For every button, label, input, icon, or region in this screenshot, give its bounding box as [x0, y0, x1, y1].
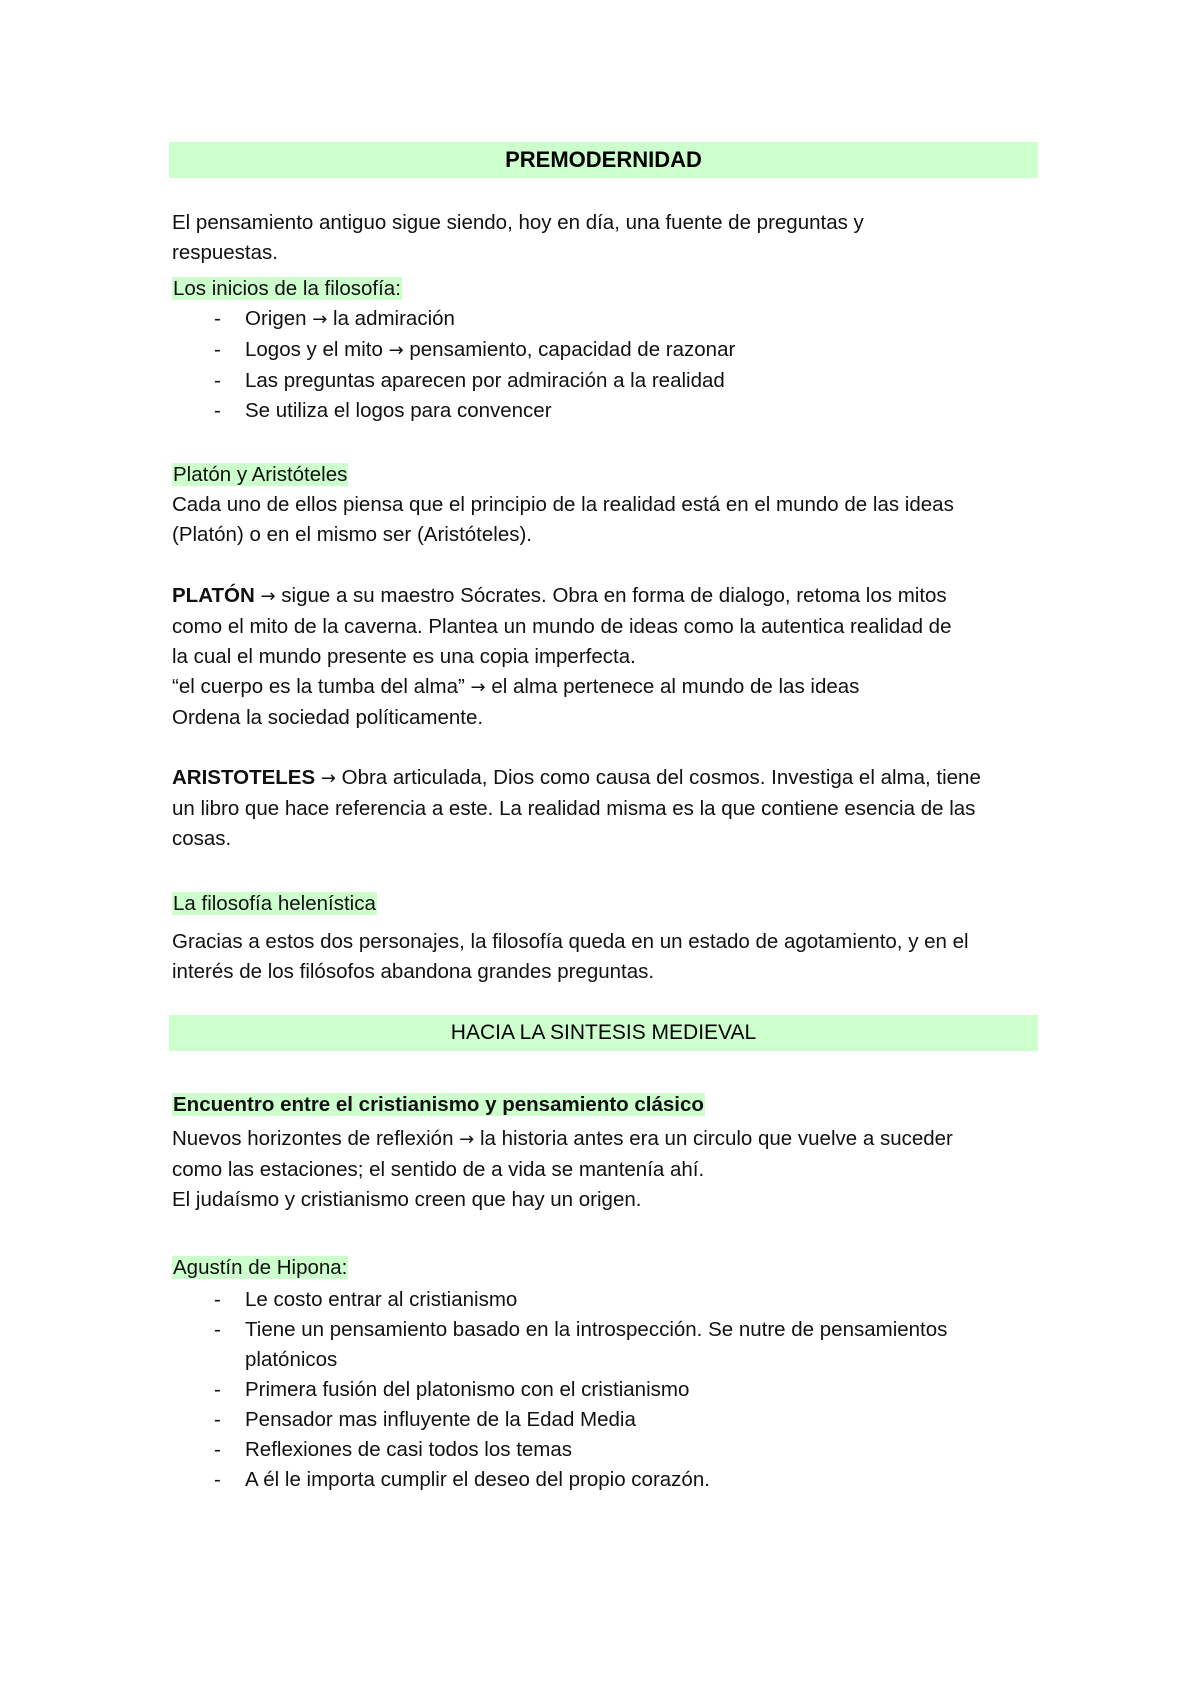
- section-title-premodernidad: PREMODERNIDAD: [169, 142, 1038, 178]
- dash-bullet: -: [214, 369, 221, 392]
- arrow-icon: →: [459, 1129, 475, 1150]
- list-item: - Tiene un pensamiento basado en la introspección. Se nutre de pensamientos platónicos: [172, 1315, 1042, 1375]
- list-item: - Le costo entrar al cristianismo: [172, 1285, 1042, 1315]
- intro-paragraph: [172, 208, 1042, 268]
- list-item: - Se utiliza el logos para convencer: [172, 396, 1042, 426]
- encuentro-section: Encuentro entre el cristianismo y pensamiento clásico Nuevos horizontes de reflexión → la historia antes era un circulo que vuelve a suceder como las estaciones; el sentido de a vida se mantenía ahí. El judaísmo y cristianismo creen que hay un origen.: [172, 1093, 953, 1211]
- list-item: - Origen → la admiración: [172, 304, 1042, 335]
- section-title-medieval: HACIA LA SINTESIS MEDIEVAL: [169, 1015, 1038, 1051]
- intro-line-1: El pensamiento antiguo sigue siendo, hoy en día, una fuente de preguntas y: [172, 211, 864, 234]
- arrow-icon: →: [320, 768, 336, 789]
- dash-bullet: -: [214, 1438, 221, 1461]
- dash-bullet: -: [214, 338, 221, 361]
- aristoteles-label: ARISTOTELES: [172, 766, 316, 789]
- list-item: - Logos y el mito → pensamiento, capacidad de razonar: [172, 335, 1042, 366]
- arrow-icon: →: [260, 586, 276, 607]
- dash-bullet: -: [214, 1408, 221, 1431]
- helenistica-section: La filosofía helenística Gracias a estos dos personajes, la filosofía queda en un estado de agotamiento, y en el interés de los filósofos abandona grandes preguntas.: [172, 892, 969, 983]
- dash-bullet: -: [214, 1378, 221, 1401]
- platon-aristoteles-section: Platón y Aristóteles Cada uno de ellos piensa que el principio de la realidad está en el mundo de las ideas (Platón) o en el mismo ser (Aristóteles).: [172, 463, 954, 546]
- list-item: - Primera fusión del platonismo con el cristianismo: [172, 1375, 1042, 1405]
- agustin-list: [172, 1285, 1042, 1495]
- helenistica-heading: La filosofía helenística: [173, 892, 376, 915]
- platon-paragraph: PLATÓN → sigue a su maestro Sócrates. Obra en forma de dialogo, retoma los mitos como el mito de la caverna. Plantea un mundo de ideas como la autentica realidad de la cual el mundo presente es una copia imperfecta. “el cuerpo es la tumba del alma” → el alma pertenece al mundo de las ideas Ordena la sociedad políticamente.: [172, 584, 952, 729]
- list-item: - Las preguntas aparecen por admiración a la realidad: [172, 366, 1042, 396]
- arrow-icon: →: [470, 677, 486, 698]
- dash-bullet: -: [214, 1288, 221, 1311]
- agustin-heading: Agustín de Hipona:: [173, 1256, 348, 1279]
- list-item: - Pensador mas influyente de la Edad Media: [172, 1405, 1042, 1435]
- list-item: - A él le importa cumplir el deseo del propio corazón.: [172, 1465, 1042, 1495]
- list-item: - Reflexiones de casi todos los temas: [172, 1435, 1042, 1465]
- encuentro-heading: Encuentro entre el cristianismo y pensamiento clásico: [173, 1093, 704, 1116]
- dash-bullet: -: [214, 1318, 221, 1341]
- inicios-heading: Los inicios de la filosofía:: [173, 277, 401, 300]
- dash-bullet: -: [214, 1468, 221, 1491]
- dash-bullet: -: [214, 399, 221, 422]
- agustin-section: [172, 1253, 1042, 1495]
- platon-label: PLATÓN: [172, 584, 255, 607]
- inicios-list: [172, 304, 1042, 426]
- arrow-icon: →: [388, 340, 404, 361]
- aristoteles-paragraph: ARISTOTELES → Obra articulada, Dios como causa del cosmos. Investiga el alma, tiene un libro que hace referencia a este. La realidad misma es la que contiene esencia de las cosas.: [172, 766, 981, 850]
- inicios-section: [172, 274, 1042, 426]
- arrow-icon: →: [312, 309, 328, 330]
- intro-line-2: respuestas.: [172, 241, 278, 264]
- dash-bullet: -: [214, 307, 221, 330]
- platon-aristoteles-heading: Platón y Aristóteles: [173, 463, 348, 486]
